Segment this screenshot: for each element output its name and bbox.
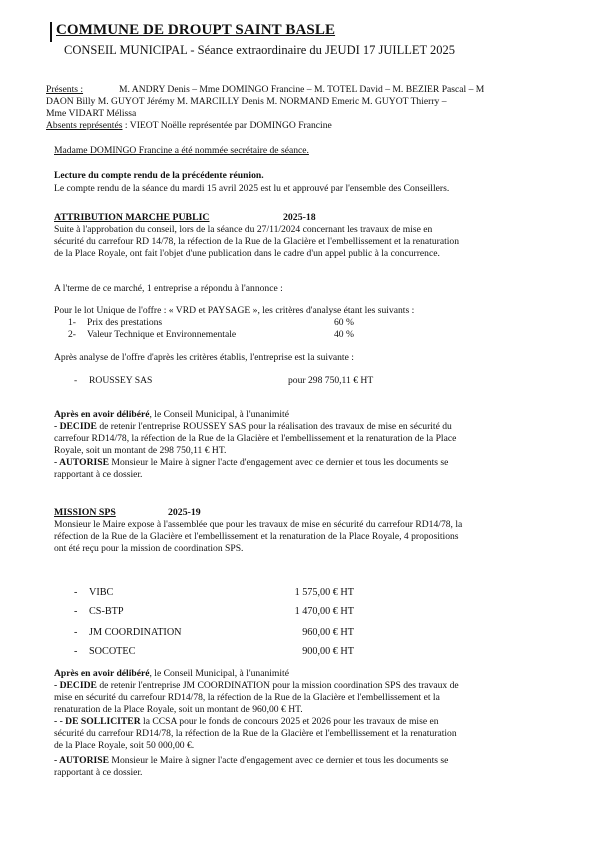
deliberation-bold: Après en avoir délibéré	[54, 409, 150, 420]
solliciter-label: - - DE SOLLICITER	[54, 716, 141, 727]
absents-line	[46, 120, 332, 132]
criteria-pct: 40 %	[334, 329, 354, 340]
section2-title: MISSION SPS	[54, 507, 116, 518]
section1-authorise-1	[54, 457, 448, 469]
section1-decide-3: Royale, soit un montant de 298 750,11 € HT.	[54, 445, 227, 456]
offer-dash: -	[74, 627, 78, 638]
decide-text: de retenir l'entreprise ROUSSEY SAS pour la réalisation des travaux de mise en sécurité du	[96, 421, 452, 432]
deliberation-bold: Après en avoir délibéré	[54, 668, 150, 679]
decide-label: - DECIDE	[54, 421, 97, 432]
offer-dash: -	[74, 646, 78, 657]
criteria-num: 2-	[68, 329, 76, 340]
criteria-pct: 60 %	[334, 317, 354, 328]
section2-solliciter-1	[54, 716, 439, 728]
offer-row	[74, 606, 354, 617]
offer-name: VIBC	[89, 587, 114, 598]
offer-row	[74, 646, 354, 657]
authorise-label: - AUTORISE	[54, 755, 110, 766]
section2-intro-3: ont été reçu pour la mission de coordination SPS.	[54, 543, 244, 554]
offer-amount: 1 575,00 € HT	[294, 587, 354, 598]
section2-decide-2: mise en sécurité du carrefour RD14/78, la réfection de la Rue de la Glacière et l'embellissement et la	[54, 692, 440, 703]
section1-title: ATTRIBUTION MARCHE PUBLIC	[54, 212, 210, 223]
section1-intro-3: de la Place Royale, ont fait l'objet d'une publication dans le cadre d'un appel public à la concurrence.	[54, 248, 440, 259]
minutes-text: Le compte rendu de la séance du mardi 15 avril 2025 est lu et approuvé par l'ensemble des Conseillers.	[54, 183, 450, 194]
section2-code: 2025-19	[168, 507, 201, 518]
decide-label: - DECIDE	[54, 680, 97, 691]
offer-amount: 900,00 € HT	[302, 646, 354, 657]
bidder-amount: pour 298 750,11 € HT	[288, 375, 374, 386]
deliberation-rest: , le Conseil Municipal, à l'unanimité	[149, 668, 289, 679]
offer-dash: -	[74, 606, 78, 617]
section1-intro-2: sécurité du carrefour RD 14/78, la réfection de la Rue de la Glacière et l'embellissement et la renaturation	[54, 236, 460, 247]
offer-row	[74, 587, 354, 598]
section1-code: 2025-18	[283, 212, 316, 223]
minutes-heading: Lecture du compte rendu de la précédente réunion.	[54, 170, 264, 181]
bidder-name: ROUSSEY SAS	[89, 375, 153, 386]
section2-decide-3: renaturation de la Place Royale, soit un montant de 960,00 € HT.	[54, 704, 303, 715]
authorise-text: Monsieur le Maire à signer l'acte d'engagement avec ce dernier et tous les documents se	[109, 457, 449, 468]
criteria-row-1	[68, 317, 354, 328]
section2-decide-1	[54, 680, 459, 692]
section1-authorise-2: rapportant à ce dossier.	[54, 469, 143, 480]
bidder-dash: -	[74, 375, 78, 386]
section2-intro-2: réfection de la Rue de la Glacière et l'embellissement et la renaturation de la Place Royale, 4 propositions	[54, 531, 459, 542]
criteria-row-2	[68, 329, 354, 340]
section2-intro-1: Monsieur le Maire expose à l'assemblée que pour les travaux de mise en sécurité du carrefour RD14/78, la	[54, 519, 463, 530]
commune-title: COMMUNE DE DROUPT SAINT BASLE	[56, 22, 336, 38]
section1-decide-2: carrefour RD14/78, la réfection de la Rue de la Glacière et l'embellissement et la renaturation de la Place	[54, 433, 457, 444]
presents-line-1: M. ANDRY Denis – Mme DOMINGO Francine – M. TOTEL David – M. BEZIER Pascal – M	[119, 84, 485, 95]
criteria-num: 1-	[68, 317, 76, 328]
presents-label: Présents :	[46, 84, 84, 95]
header-rule	[50, 22, 52, 42]
secretary-line: Madame DOMINGO Francine a été nommée secrétaire de séance.	[54, 145, 309, 156]
section1-heading	[54, 212, 210, 223]
section1-decide-1	[54, 421, 452, 433]
offer-row	[74, 627, 354, 638]
offer-name: SOCOTEC	[89, 646, 136, 657]
section2-deliberation	[54, 668, 289, 680]
absents-text: : VIEOT Noëlle représentée par DOMINGO Francine	[124, 120, 332, 131]
authorise-text: Monsieur le Maire à signer l'acte d'engagement avec ce dernier et tous les documents se	[109, 755, 449, 766]
section1-criteria-intro: Pour le lot Unique de l'offre : « VRD et PAYSAGE », les critères d'analyse étant les suivants :	[54, 305, 415, 316]
decide-text: de retenir l'entreprise JM COORDINATION pour la mission coordination SPS des travaux de	[96, 680, 459, 691]
offer-name: CS-BTP	[89, 606, 124, 617]
offer-amount: 1 470,00 € HT	[294, 606, 354, 617]
bidder-row	[74, 375, 374, 386]
section2-authorise-2: rapportant à ce dossier.	[54, 767, 143, 778]
deliberation-rest: , le Conseil Municipal, à l'unanimité	[149, 409, 289, 420]
section2-heading	[54, 507, 116, 518]
criteria-label: Valeur Technique et Environnementale	[87, 329, 237, 340]
criteria-label: Prix des prestations	[87, 317, 163, 328]
offer-name: JM COORDINATION	[89, 627, 182, 638]
presents-line-2: DAON Billy M. GUYOT Jérémy M. MARCILLY Denis M. NORMAND Emeric M. GUYOT Thierry –	[46, 96, 447, 107]
section2-solliciter-2: sécurité du carrefour RD14/78, la réfection de la Rue de la Glacière et l'embellissement et la renaturation	[54, 728, 457, 739]
section1-response: A l'terme de ce marché, 1 entreprise a répondu à l'annonce :	[54, 283, 283, 294]
seance-title: CONSEIL MUNICIPAL - Séance extraordinaire du JEUDI 17 JUILLET 2025	[64, 43, 456, 57]
section1-intro-1: Suite à l'approbation du conseil, lors de la séance du 27/11/2024 concernant les travaux de mise en	[54, 224, 433, 235]
presents-line-3: Mme VIDART Mélissa	[46, 108, 137, 119]
absents-label: Absents représentés	[46, 120, 123, 131]
section1-analysis: Après analyse de l'offre d'après les critères établis, l'entreprise est la suivante :	[54, 352, 354, 363]
section2-authorise-1	[54, 755, 448, 767]
offer-amount: 960,00 € HT	[302, 627, 354, 638]
section1-deliberation	[54, 409, 289, 421]
authorise-label: - AUTORISE	[54, 457, 110, 468]
solliciter-text: la CCSA pour le fonds de concours 2025 et 2026 pour les travaux de mise en	[140, 716, 439, 727]
offer-dash: -	[74, 587, 78, 598]
section2-solliciter-3: de la Place Royale, soit 50 000,00 €.	[54, 740, 195, 751]
